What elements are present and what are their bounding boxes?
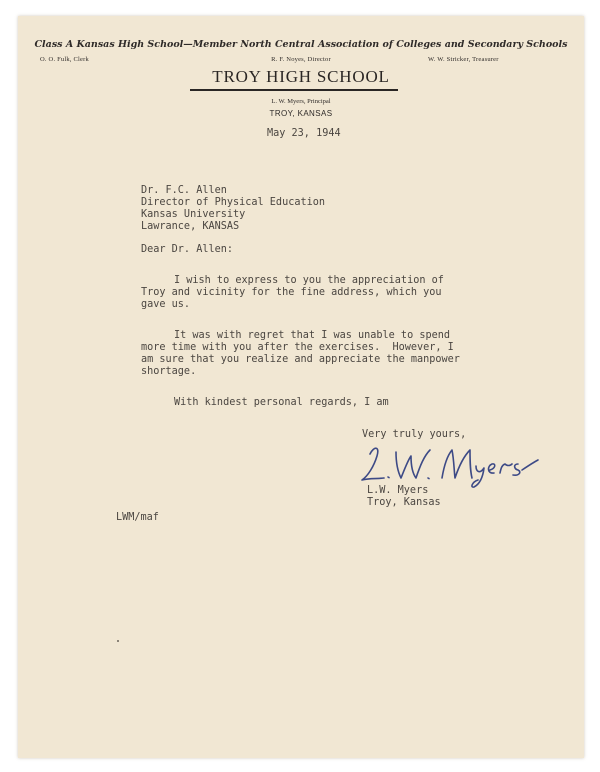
recipient-institution: Kansas University (141, 209, 246, 220)
body-line: more time with you after the exercises. However, I (141, 342, 454, 353)
body-line: I wish to express to you the appreciation of (174, 275, 444, 286)
body-line: shortage. (141, 366, 197, 377)
recipient-city: Lawrance, KANSAS (141, 221, 240, 232)
clerk-name: O. O. Fulk, Clerk (40, 56, 89, 63)
body-line: am sure that you realize and appreciate the manpower (141, 354, 460, 365)
closing-remark: With kindest personal regards, I am (174, 397, 389, 408)
recipient-title: Director of Physical Education (141, 197, 326, 208)
handwritten-signature (356, 440, 556, 490)
body-line: gave us. (141, 299, 191, 310)
signer-name: L.W. Myers (367, 485, 429, 496)
complimentary-close: Very truly yours, (362, 429, 467, 440)
paper-speck (117, 640, 119, 642)
treasurer-name: W. W. Stricker, Treasurer (428, 56, 499, 63)
principal-name: L. W. Myers, Principal (271, 98, 331, 105)
reference-initials: LWM/maf (116, 512, 159, 523)
recipient-name: Dr. F.C. Allen (141, 185, 227, 196)
salutation: Dear Dr. Allen: (141, 244, 234, 255)
letter-page (18, 16, 584, 758)
school-name: TROY HIGH SCHOOL (212, 67, 390, 86)
director-name: R. F. Noyes, Director (271, 56, 331, 63)
signer-location: Troy, Kansas (367, 497, 441, 508)
letter-date: May 23, 1944 (267, 128, 341, 139)
letterhead-rule (190, 89, 398, 91)
school-location: TROY, KANSAS (269, 109, 333, 118)
body-line: Troy and vicinity for the fine address, which you (141, 287, 442, 298)
accreditation-line: Class A Kansas High School—Member North Central Association of Colleges and Secondary Schools (34, 39, 568, 50)
body-line: It was with regret that I was unable to spend (174, 330, 451, 341)
